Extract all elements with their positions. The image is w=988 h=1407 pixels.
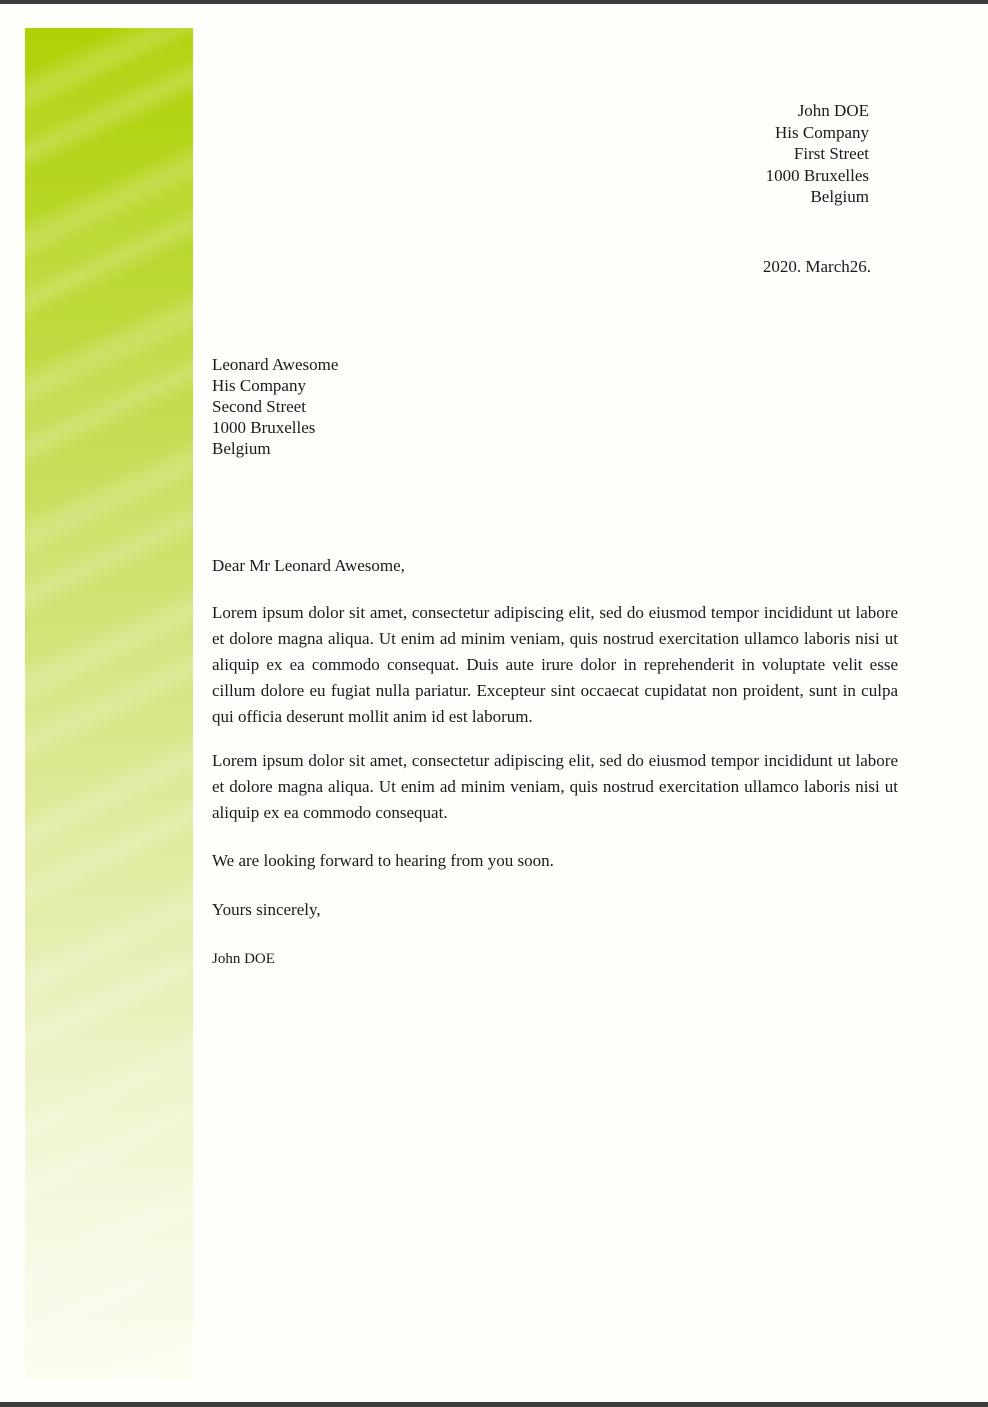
recipient-name: Leonard Awesome bbox=[212, 355, 339, 374]
green-gradient-sidebar bbox=[25, 28, 193, 1380]
recipient-street: Second Street bbox=[212, 397, 306, 416]
recipient-country: Belgium bbox=[212, 439, 271, 458]
sender-name: John DOE bbox=[797, 101, 869, 120]
top-frame-bar bbox=[0, 0, 988, 4]
signature-name: John DOE bbox=[212, 951, 275, 967]
sender-country: Belgium bbox=[810, 187, 869, 206]
sender-company: His Company bbox=[775, 122, 869, 142]
body-paragraph-1: Lorem ipsum dolor sit amet, consectetur adipiscing elit, sed do eiusmod tempor incididunt ut labore et dolore magna aliqua. Ut enim ad minim veniam, quis nostrud exercitation ullamco laboris nisi ut aliquip ex ea commodo consequat. Duis aute irure dolor in reprehenderit in voluptate velit esse cillum dolore eu fugiat nulla pariatur. Excepteur sint occaecat cupidatat non proident, sunt in culpa qui officia deserunt mollit anim id est laborum. bbox=[212, 603, 898, 726]
bottom-frame-bar bbox=[0, 1402, 988, 1407]
letter-date: 2020. March26. bbox=[762, 257, 871, 276]
recipient-company: His Company bbox=[212, 376, 306, 395]
valediction: Yours sincerely, bbox=[212, 900, 321, 919]
body-paragraph-2: Lorem ipsum dolor sit amet, consectetur adipiscing elit, sed do eiusmod tempor incididunt ut labore et dolore magna aliqua. Ut enim ad minim veniam, quis nostrud exercitation ullamco laboris nisi ut aliquip ex ea commodo consequat. bbox=[212, 751, 898, 822]
recipient-address-block bbox=[212, 354, 338, 459]
sender-street: First Street bbox=[793, 144, 869, 163]
closing-line: We are looking forward to hearing from you soon. bbox=[212, 851, 554, 870]
sender-address-block bbox=[766, 100, 869, 208]
sender-city: 1000 Bruxelles bbox=[765, 165, 869, 185]
recipient-city: 1000 Bruxelles bbox=[212, 418, 316, 437]
salutation: Dear Mr Leonard Awesome, bbox=[212, 556, 405, 575]
